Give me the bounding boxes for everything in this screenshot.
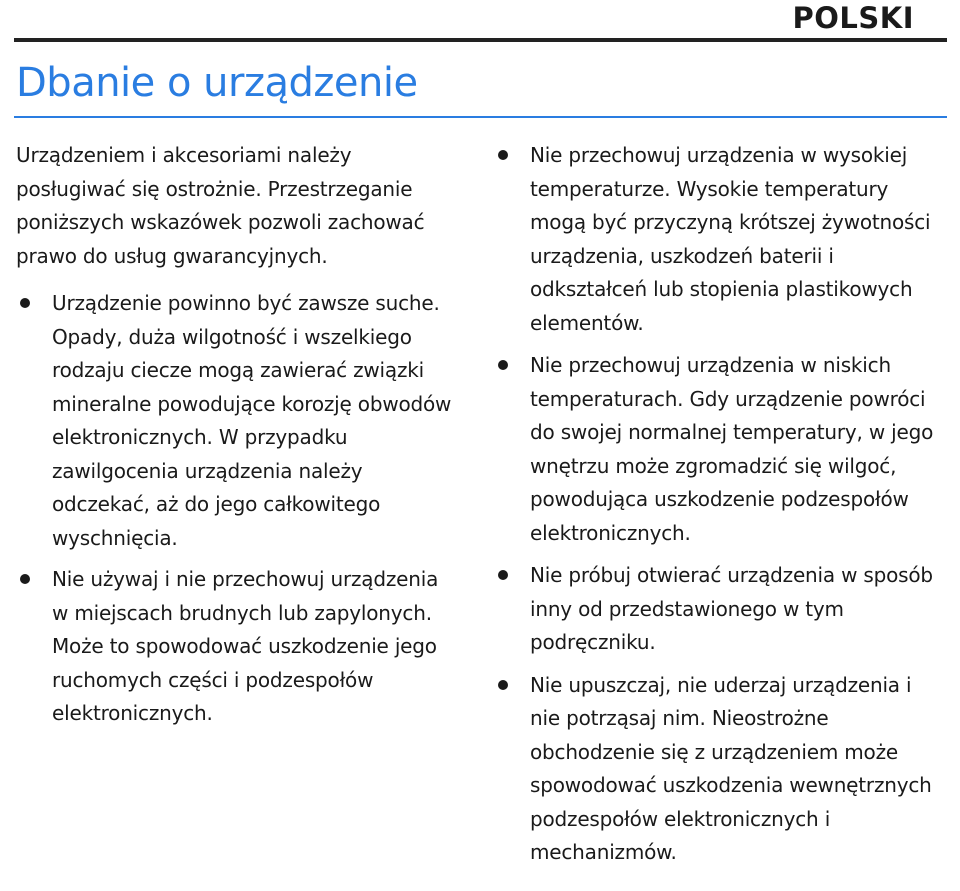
bullet-dot-icon	[498, 150, 508, 160]
list-item	[494, 139, 946, 340]
list-item-text: Nie przechowuj urządzenia w niskich temperaturach. Gdy urządzenie powróci do swojej normalnej temperatury, w jego wnętrzu może zgromadzić się wilgoć, powodująca uszkodzenie podzespołów elektronicznych.	[530, 353, 934, 545]
list-item	[16, 287, 456, 555]
bullet-dot-icon	[20, 574, 30, 584]
page-title: Dbanie o urządzenie	[16, 60, 418, 106]
title-underline	[14, 116, 947, 118]
left-column	[16, 139, 456, 739]
list-item	[494, 559, 946, 660]
list-item-text: Nie przechowuj urządzenia w wysokiej temperaturze. Wysokie temperatury mogą być przyczyną krótszej żywotności urządzenia, uszkodzeń baterii i odkształceń lub stopienia plastikowych elementów.	[530, 143, 931, 335]
bullet-dot-icon	[498, 680, 508, 690]
language-label: POLSKI	[792, 1, 914, 35]
list-item-text: Urządzenie powinno być zawsze suche. Opady, duża wilgotność i wszelkiego rodzaju ciecze mogą zawierać związki mineralne powodujące korozję obwodów elektronicznych. W przypadku zawilgocenia urządzenia należy odczekać, aż do jego całkowitego wyschnięcia.	[52, 291, 452, 550]
list-item	[16, 563, 456, 731]
header-rule	[14, 38, 947, 42]
list-item-text: Nie próbuj otwierać urządzenia w sposób inny od przedstawionego w tym podręczniku.	[530, 563, 933, 654]
list-item-text: Nie używaj i nie przechowuj urządzenia w miejscach brudnych lub zapylonych. Może to spowodować uszkodzenie jego ruchomych części i podzespołów elektronicznych.	[52, 567, 439, 725]
right-column	[494, 139, 946, 879]
list-item-text: Nie upuszczaj, nie uderzaj urządzenia i nie potrząsaj nim. Nieostrożne obchodzenie się z urządzeniem może spowodować uszkodzenia wewnętrznych podzespołów elektronicznych i mechanizmów.	[530, 672, 932, 864]
intro-paragraph: Urządzeniem i akcesoriami należy posługiwać się ostrożnie. Przestrzeganie poniższych wskazówek pozwoli zachować prawo do usług gwarancyjnych.	[16, 143, 425, 268]
bullet-dot-icon	[498, 360, 508, 370]
bullet-dot-icon	[498, 570, 508, 580]
left-bullet-list	[16, 287, 456, 731]
list-item	[494, 349, 946, 550]
right-bullet-list	[494, 139, 946, 870]
bullet-dot-icon	[20, 298, 30, 308]
list-item	[494, 669, 946, 870]
